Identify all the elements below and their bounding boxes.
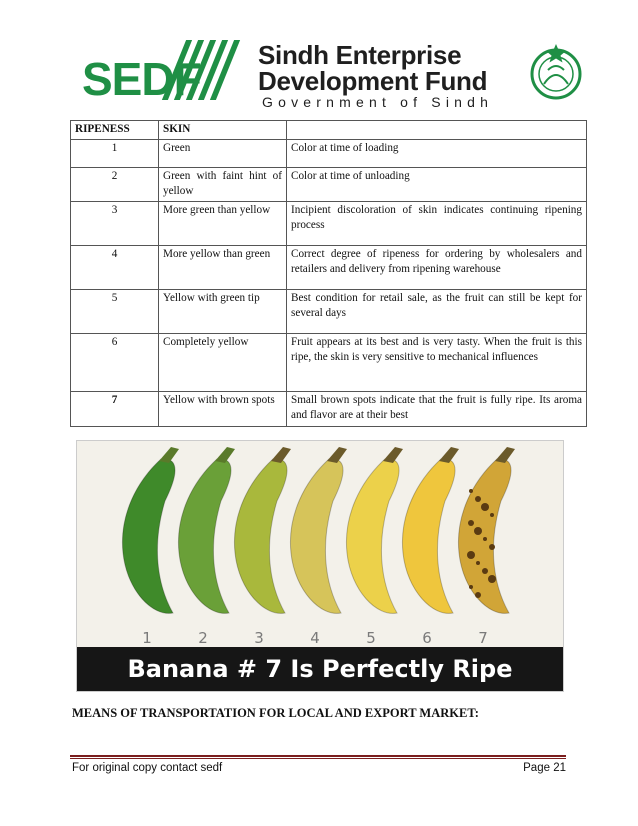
cell-description: Small brown spots indicate that the fruit is fully ripe. Its aroma and flavor are at their best (287, 392, 587, 426)
image-banner-text: Banana # 7 Is Perfectly Ripe (127, 655, 513, 683)
banana-spot (481, 503, 489, 511)
cell-skin: Yellow with brown spots (159, 392, 287, 426)
banana-number-label: 2 (198, 629, 208, 647)
header-description (287, 121, 587, 140)
cell-description: Correct degree of ripeness for ordering by wholesalers and retailers and delivery from ripening warehouse (287, 246, 587, 290)
table-row (71, 290, 587, 334)
cell-skin: Green with faint hint of yellow (159, 168, 287, 202)
cell-description: Color at time of unloading (287, 168, 587, 202)
banana-shape (178, 447, 235, 613)
banana-shape (290, 447, 347, 613)
banana-spot (474, 527, 482, 535)
section-heading: MEANS OF TRANSPORTATION FOR LOCAL AND EXPORT MARKET: (72, 706, 479, 720)
banana-number-label: 3 (254, 629, 264, 647)
banana-spot (468, 520, 474, 526)
cell-skin: Green (159, 140, 287, 168)
page-number: Page 21 (523, 762, 566, 774)
banana-spot (475, 592, 481, 598)
table-row (71, 246, 587, 290)
banana-shape (402, 447, 459, 613)
cell-description: Fruit appears at its best and is very tasty. When the fruit is this ripe, the skin is very sensitive to mechanical influences (287, 334, 587, 392)
header-skin: SKIN (159, 121, 287, 140)
table-row (71, 140, 587, 168)
banana-number-label: 1 (142, 629, 152, 647)
banana-shape (122, 447, 179, 613)
banana-illustration (77, 441, 564, 649)
cell-ripeness: 7 (71, 392, 159, 426)
banana-shape (346, 447, 403, 613)
org-name-line3: Government of Sindh (262, 94, 494, 110)
cell-skin: Completely yellow (159, 334, 287, 392)
banana-ripeness-image (76, 440, 564, 692)
banana-spot (483, 537, 487, 541)
cell-ripeness: 4 (71, 246, 159, 290)
cell-skin: More yellow than green (159, 246, 287, 290)
banana-spot (467, 551, 475, 559)
table-row (71, 168, 587, 202)
cell-ripeness: 3 (71, 202, 159, 246)
table-row (71, 202, 587, 246)
header-ripeness: RIPENESS (71, 121, 159, 140)
banana-number-label: 6 (422, 629, 432, 647)
banana-spot (482, 568, 488, 574)
table-row (71, 392, 587, 426)
cell-description: Incipient discoloration of skin indicates continuing ripening process (287, 202, 587, 246)
sedf-logo (78, 34, 598, 110)
image-banner (77, 647, 563, 691)
banana-number-label: 5 (366, 629, 376, 647)
cell-ripeness: 2 (71, 168, 159, 202)
cell-ripeness: 6 (71, 334, 159, 392)
logo-letters: SEDF (82, 53, 201, 105)
cell-skin: Yellow with green tip (159, 290, 287, 334)
table-row (71, 334, 587, 392)
banana-number-label: 7 (478, 629, 488, 647)
banana-spot (476, 561, 480, 565)
cell-ripeness: 5 (71, 290, 159, 334)
cell-description: Best condition for retail sale, as the fruit can still be kept for several days (287, 290, 587, 334)
banana-spot (475, 496, 481, 502)
cell-description: Color at time of loading (287, 140, 587, 168)
sedf-logo-mark (78, 34, 248, 106)
ripeness-table (70, 120, 587, 427)
banana-spot (469, 585, 473, 589)
footer-note: For original copy contact sedf (72, 762, 223, 774)
banana-shape (458, 447, 515, 613)
banana-spot (489, 544, 495, 550)
org-name-line2: Development Fund (258, 66, 488, 96)
table-header-row (71, 121, 587, 140)
banana-spot (469, 489, 473, 493)
sindh-emblem-icon (518, 40, 594, 102)
footer-rule (70, 755, 566, 759)
banana-shape (234, 447, 291, 613)
cell-skin: More green than yellow (159, 202, 287, 246)
banana-spot (488, 575, 496, 583)
banana-number-label: 4 (310, 629, 320, 647)
cell-ripeness: 1 (71, 140, 159, 168)
banana-spot (490, 513, 494, 517)
org-name-line1: Sindh Enterprise (258, 40, 462, 70)
